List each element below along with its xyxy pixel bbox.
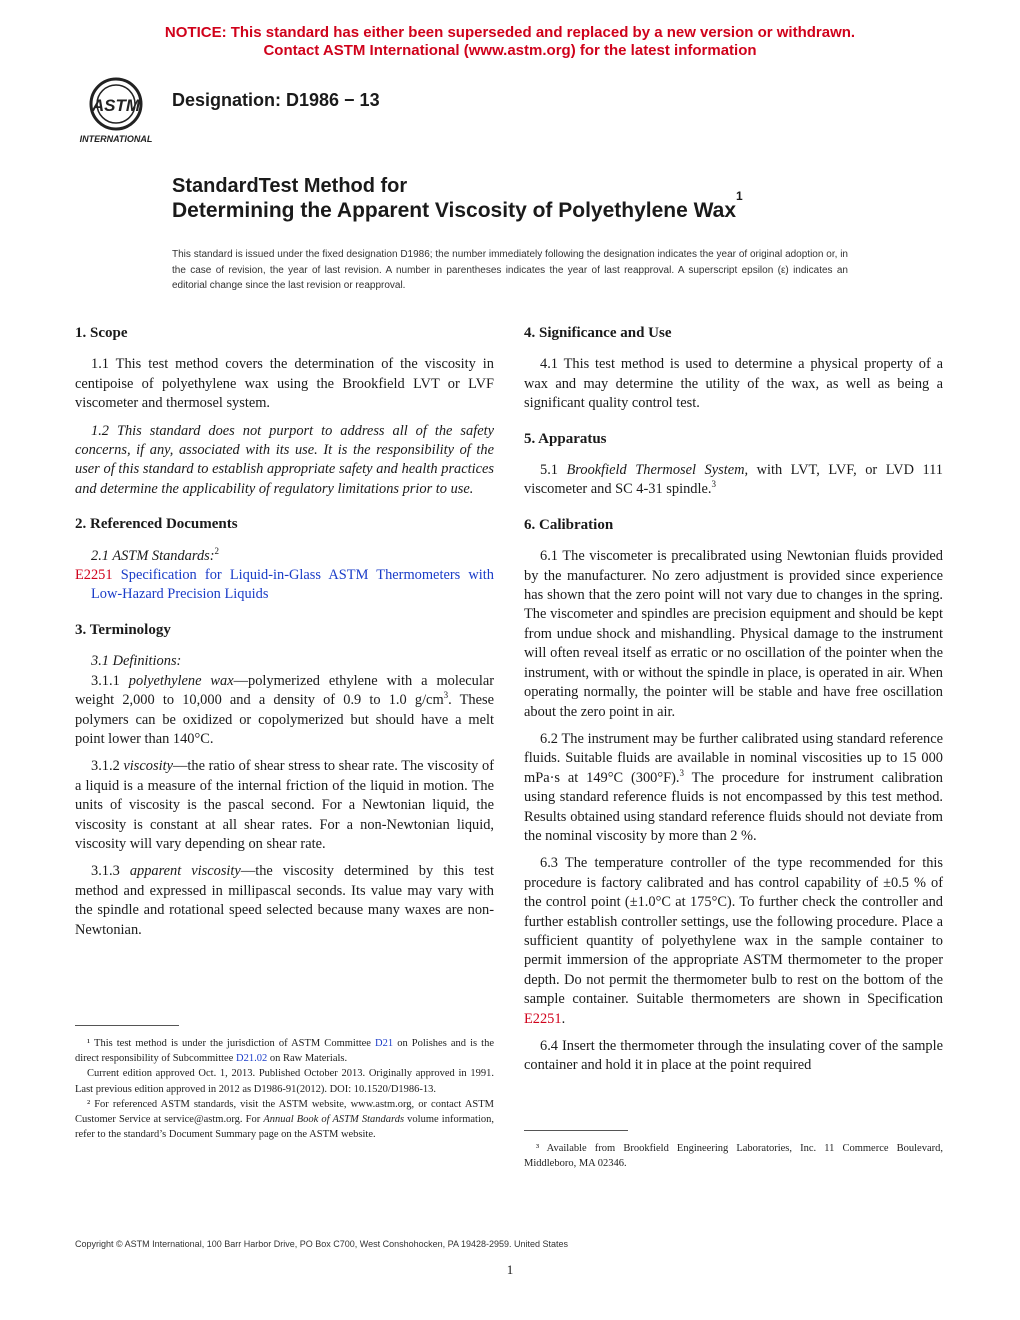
term-name: polyethylene wax <box>128 672 234 689</box>
definitions-label: 3.1 Definitions: <box>91 653 182 670</box>
scope-1-1: 1.1 This test method covers the determination of the viscosity in centipoise of polyethylene wax using the Brookfield LVT or LVF viscometer and thermosel system. <box>75 356 494 412</box>
notice-line-1: NOTICE: This standard has either been superseded and replaced by a new version or withdrawn. <box>164 24 856 41</box>
calibration-6-4: 6.4 Insert the thermometer through the insulating cover of the sample container and hold it in place at the point required <box>524 1038 943 1074</box>
term-text: —the viscosity determined by this test method and expressed in millipascal seconds. Its value may vary with the spindle and rotational speed selected because many waxes are non-Newtonian. <box>75 863 494 938</box>
ref-code-link[interactable]: E2251 <box>75 567 113 584</box>
subcommittee-d21-02-link[interactable]: D21.02 <box>235 1053 268 1065</box>
calibration-heading: 6. Calibration <box>524 516 614 533</box>
astm-standards-label: 2.1 ASTM Standards: <box>91 547 215 564</box>
significance-heading: 4. Significance and Use <box>524 325 672 341</box>
footnote-1-edition: Current edition approved Oct. 1, 2013. Published October 2013. Originally approved in 1991. Last previous edition approved in 2012 as D1986-91(2012). DOI: 10.1520/D1986-13. <box>75 1068 494 1095</box>
apparatus-heading: 5. Apparatus <box>524 430 607 447</box>
terminology-heading: 3. Terminology <box>75 621 171 638</box>
right-column <box>524 324 943 1084</box>
calibration-6-1: 6.1 The viscometer is precalibrated using Newtonian fluids provided by the manufacturer. No zero adjustment is provided since experience has shown that the zero point will not vary due to changes in the spring. The viscometer and spindles are precision equipment and should be kept from undue shock and mishandling. Physical damage to the instrument will often reveal itself as erratic or no oscillation of the pointer when the instrument, with or without the spindle in place, is operated in air. When operating normally, the pointer will be stable and have free oscillation about the zero point in air. <box>524 548 943 720</box>
intro-paragraph: This standard is issued under the fixed designation D1986; the number immediately following the designation indicates the year of original adoption or, in the case of revision, the year of last revision. A number in parentheses indicates the year of last reapproval. A superscript epsilon (ε) indicates an editorial change since the last revision or reapproval. <box>172 249 848 291</box>
footnote-rule-left <box>75 1025 179 1026</box>
calibration-6-3 <box>524 854 943 1029</box>
committee-d21-link[interactable]: D21 <box>375 1038 394 1049</box>
footnotes-right <box>524 1141 943 1171</box>
apparatus-5-1 <box>524 461 943 500</box>
logo-caption: INTERNATIONAL <box>79 134 153 144</box>
logo-mark: ASTM <box>91 96 141 115</box>
withdrawal-notice <box>0 24 1020 60</box>
title-text: Determining the Apparent Viscosity of Polyethylene Wax <box>172 199 737 222</box>
term-name: viscosity <box>123 758 173 775</box>
footnote-2-italic: Annual Book of ASTM Standards <box>263 1114 405 1126</box>
term-number: 3.1.3 <box>91 863 120 880</box>
astm-standards <box>75 547 494 566</box>
apparatus-number: 5.1 <box>540 462 558 479</box>
astm-standards-sup: 2 <box>214 545 220 556</box>
spec-e2251-link[interactable]: E2251 <box>524 1010 562 1027</box>
term-text: —the ratio of shear stress to shear rate. The viscosity of a liquid is a measure of the internal friction of the liquid in motion. The units of viscosity is the pascal second. For a Newtonian liquid, the viscosity is constant at all shear rates. For a non-Newtonian liquid, viscosity will vary depending on shear rate. <box>75 758 494 852</box>
footnote-1-b: on Polishes and is the direct responsibility of Subcommittee <box>75 1038 494 1065</box>
calibration-6-2-sup: 3 <box>679 767 685 778</box>
reference-e2251[interactable] <box>75 566 494 605</box>
term-number: 3.1.2 <box>91 758 120 775</box>
footnote-rule-right <box>524 1130 628 1131</box>
calibration-6-2-a: 6.2 The instrument may be further calibrated using standard reference fluids. Suitable fluids are available in nominal viscosities up to 15 000 mPa·s at 149°C (300°F). <box>524 730 943 786</box>
left-column <box>75 324 494 948</box>
term-text: —polymerized ethylene with a molecular weight 2,000 to 10,000 and a density of 0.9 to 1.0 g/cm <box>75 672 494 709</box>
astm-logo-icon <box>70 76 162 146</box>
notice-line-2: Contact ASTM International (www.astm.org) for the latest information <box>263 42 757 59</box>
footnote-1 <box>75 1036 494 1066</box>
footnote-1-a: ¹ This test method is under the jurisdiction of ASTM Committee <box>87 1038 376 1049</box>
scope-heading: 1. Scope <box>75 325 128 341</box>
title-line-2 <box>172 189 743 223</box>
term-viscosity <box>75 757 494 854</box>
copyright: Copyright © ASTM International, 100 Barr Harbor Drive, PO Box C700, West Conshohocken, PA 19428-2959. United States <box>75 1239 569 1249</box>
significance-4-1: 4.1 This test method is used to determine a physical property of a wax and may determine the utility of the wax, as well as being a significant quality control test. <box>524 356 943 412</box>
footnotes-left <box>75 1036 494 1142</box>
title-footnote-mark: 1 <box>736 189 743 203</box>
term-apparent-viscosity <box>75 862 494 940</box>
definitions <box>75 652 494 671</box>
referenced-heading: 2. Referenced Documents <box>75 516 238 533</box>
calibration-6-3-a: 6.3 The temperature controller of the type recommended for this procedure is factory calibrated and has control capability of ±0.5 % of the control point (±1.0°C at 175°C). To further check the controller and further establish controller settings, use the following procedure. Place a sufficient quantity of polyethylene wax in the sample container to permit immersion of the appropriate ASTM thermometer to the proper depth. Do not permit the thermometer bulb to rest on the bottom of the sample container. Suitable thermometers are shown in Specification <box>524 855 943 1008</box>
apparatus-sup: 3 <box>711 479 716 490</box>
calibration-6-2 <box>524 730 943 846</box>
ref-title-link[interactable]: Specification for Liquid-in-Glass ASTM Thermometers with Low-Hazard Precision Liquids <box>91 567 494 603</box>
footnote-2 <box>75 1097 494 1143</box>
calibration-6-3-b: . <box>561 1010 566 1027</box>
footnote-1-c: on Raw Materials. <box>267 1053 348 1065</box>
scope-1-2-text: 1.2 This standard does not purport to address all of the safety concerns, if any, associated with its use. It is the responsibility of the user of this standard to establish appropriate safety and health practices and determine the applicability of regulatory limitations prior to use. <box>75 422 494 497</box>
astm-logo <box>70 76 162 146</box>
term-polyethylene-wax <box>75 672 494 750</box>
footnote-3: ³ Available from Brookfield Engineering Laboratories, Inc. 11 Commerce Boulevard, Middleboro, MA 02346. <box>524 1143 943 1170</box>
term-number: 3.1.1 <box>91 672 120 689</box>
term-name: apparent viscosity <box>129 863 241 880</box>
footnote-2-a: ² For referenced ASTM standards, visit the ASTM website, www.astm.org, or contact ASTM Customer Service at service@astm.org. For <box>75 1098 494 1126</box>
calibration-6-2-b: The procedure for instrument calibration using standard reference fluids is not encompassed by this test method. Results obtained using standard reference fluids should not deviate from the nominal viscosity by more than 2 %. <box>524 769 943 844</box>
page-number: 1 <box>506 1262 514 1277</box>
apparatus-term: Brookfield Thermosel System, <box>566 462 749 479</box>
scope-1-2 <box>75 422 494 500</box>
term-text-2: . These polymers can be oxidized or copolymerized but should have a melt point lower than 140°C. <box>75 692 495 747</box>
designation: Designation: D1986 − 13 <box>172 90 380 110</box>
term-sup: 3 <box>443 690 449 701</box>
title-line-1: StandardTest Method for <box>172 175 408 197</box>
footnote-2-b: volume information, refer to the standard’s Document Summary page on the ASTM website. <box>75 1114 494 1141</box>
apparatus-text: with LVT, LVF, or LVD 111 viscometer and SC 4-31 spindle. <box>524 462 943 498</box>
